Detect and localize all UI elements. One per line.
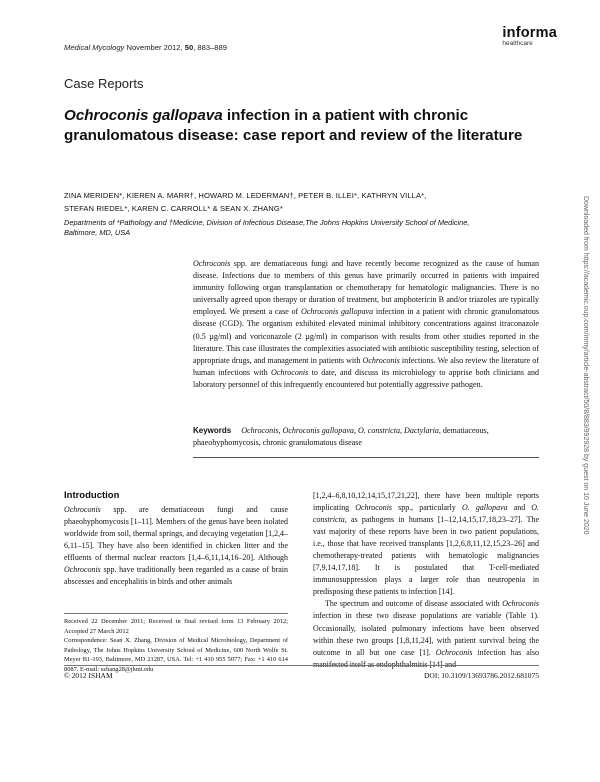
- journal-citation: [64, 43, 227, 52]
- copyright: © 2012 ISHAM: [64, 671, 113, 680]
- body-column-left: [64, 504, 288, 588]
- abstract-text: to date, and discuss its microbiology to apprise both clinicians and laboratory personnel of this infrequently encountered but potentially aggressive pathogen.: [193, 367, 539, 389]
- body-text: [1,2,4–6,8,10,12,14,15,17,21,22], there have been multiple reports implicating: [313, 491, 539, 513]
- affiliation-line: Baltimore, MD, USA: [64, 228, 131, 237]
- keywords-text: dematiaceous, phaeohyphomycosis, chronic granulomatous disease: [193, 426, 489, 448]
- publisher-logo: [502, 26, 557, 48]
- abstract-text: infection in a patient with chronic granulomatous disease (CGD). The organism exhibited elevated minimal inhibitory concentrations against itraconazole (0.5 µg/ml) and voriconazole (2 µg/ml) in comparison with results from other studies reported in the literature. This case illustrates the complexities associated with antibiotic susceptibility testing, selection of appropriate drugs, and management in patients with: [193, 307, 539, 365]
- footer-divider: [64, 665, 539, 666]
- body-text: spp. are dematiaceous fungi and cause phaeohyphomycosis [1–11]. Members of the genus have been isolated worldwide from soil, thermal springs, and decaying vegetation [1,2,4–6,11–15]. They have also been identified in chicken litter and the effluents of thermal nuclear reactors [1,4–6,11,14,16–20]. Although: [64, 505, 288, 563]
- body-italic: Ochroconis: [502, 599, 539, 609]
- abstract-italic: Ochroconis: [271, 367, 309, 377]
- abstract-divider: [193, 457, 539, 458]
- keywords: [193, 425, 539, 449]
- author-list: [64, 190, 554, 215]
- abstract-italic: Ochroconis: [193, 259, 231, 268]
- abstract-text: spp. are dematiaceous fungi and have recently become recognized as the cause of human disease. Infections due to members of this genus have primarily occurred in patients with impaired immunity following organ transplantation or chemotherapy for hematologic malignancies. There is no universally agreed upon therapy or duration of treatment, but amphotericin B and/or triazoles are typically employed. We present a case of: [193, 259, 539, 317]
- abstract-text: infections. We also review the literature of human infections with: [193, 355, 539, 377]
- body-text: The spectrum and outcome of disease associated with: [325, 599, 503, 609]
- body-italic: O. constricta: [313, 503, 539, 525]
- doi: DOI: 10.3109/13693786.2012.681075: [424, 671, 539, 680]
- body-italic: Ochroconis: [64, 505, 101, 514]
- keywords-label: Keywords: [193, 426, 232, 435]
- page-range: , 883–889: [193, 43, 227, 52]
- body-italic: O. gallopava: [461, 503, 508, 513]
- article-title: [64, 106, 534, 145]
- body-text: , as pathogens in humans [1–12,14,15,17,18,23–27]. The vast majority of these reports have been in two patient populations, i.e., those that have received transplants [1,2,6,8,11,12,15,23–26] and chemotherapy-treated patients with hematologic malignancies [7,9,14,17,18]. It is postulated that T-cell-mediated immunosuppression plays a larger role than neutropenia in predisposing these patients to infection [14].: [313, 515, 539, 597]
- body-italic: Ochroconis: [435, 647, 473, 657]
- received-dates: Received 22 December 2011; Received in final revised form 13 February 2012; Accepted 27 March 2012: [64, 618, 288, 635]
- affiliation: [64, 218, 554, 238]
- author-line: ZINA MERIDEN*, KIEREN A. MARR†, HOWARD M. LEDERMAN†, PETER B. ILLEI*, KATHRYN VILLA*,: [64, 191, 427, 200]
- title-organism: Ochroconis gallopava: [64, 107, 223, 124]
- abstract-italic: Ochroconis: [362, 355, 400, 365]
- abstract: [193, 258, 539, 391]
- section-label: Case Reports: [64, 76, 144, 91]
- body-paragraph: [313, 490, 539, 598]
- body-text: infection in these two disease populations are variable (Table 1). Occasionally, isolated pulmonary infections have been observed within these two groups [1,8,11,24], with patient survival being the outcome in all but one case [1].: [313, 611, 539, 657]
- journal-name: Medical Mycology: [64, 43, 125, 52]
- body-italic: Ochroconis: [355, 503, 393, 513]
- body-text: spp. have traditionally been regarded as a cause of brain abscesses and encephalitis in birds and other animals: [64, 565, 288, 587]
- body-text: spp., particularly: [392, 503, 462, 513]
- volume-number: 50: [184, 43, 194, 52]
- body-text: infection has also: [477, 647, 539, 657]
- abstract-italic: Ochroconis gallopava: [300, 307, 374, 317]
- title-rest: infection in a patient with chronic granulomatous disease: case report and review of the literature: [64, 107, 523, 144]
- body-column-right: [313, 490, 539, 671]
- body-paragraph: [313, 598, 539, 670]
- body-italic: Ochroconis: [64, 565, 101, 575]
- affiliation-line: Departments of *Pathology and †Medicine, Division of Infectious Disease,The Johns Hopkins University School of Medicine,: [64, 218, 470, 227]
- publisher-logo-text: informa: [502, 25, 557, 41]
- keywords-italic: Ochroconis, Ochroconis gallopava, O. constricta, Dactylaria,: [241, 426, 441, 435]
- author-line: STEFAN RIEDEL*, KAREN C. CARROLL* & SEAN X. ZHANG*: [64, 203, 283, 213]
- introduction-heading: Introduction: [64, 490, 120, 501]
- issue-info: November 2012,: [124, 43, 185, 52]
- download-notice: [581, 196, 591, 626]
- footnote-divider: [64, 613, 288, 614]
- download-notice-text: Downloaded from https://academic.oup.com/mmy/article-abstract/50/8/883/992928 by guest on 10 June 2020: [582, 196, 589, 535]
- body-text: and: [507, 503, 532, 513]
- publisher-logo-subtext: healthcare: [502, 40, 533, 47]
- correspondence: Correspondence: Sean X. Zhang, Division of Medical Microbiology, Department of Pathology, The Johns Hopkins University School of Medicine, 600 North Wolfe St. Meyer B1-193, Baltimore, MD 21287, USA. Tel: +1 410 955 5077; Fax: +1 410 614 8087. E-mail: szhang28@jhmi.edu: [64, 637, 288, 673]
